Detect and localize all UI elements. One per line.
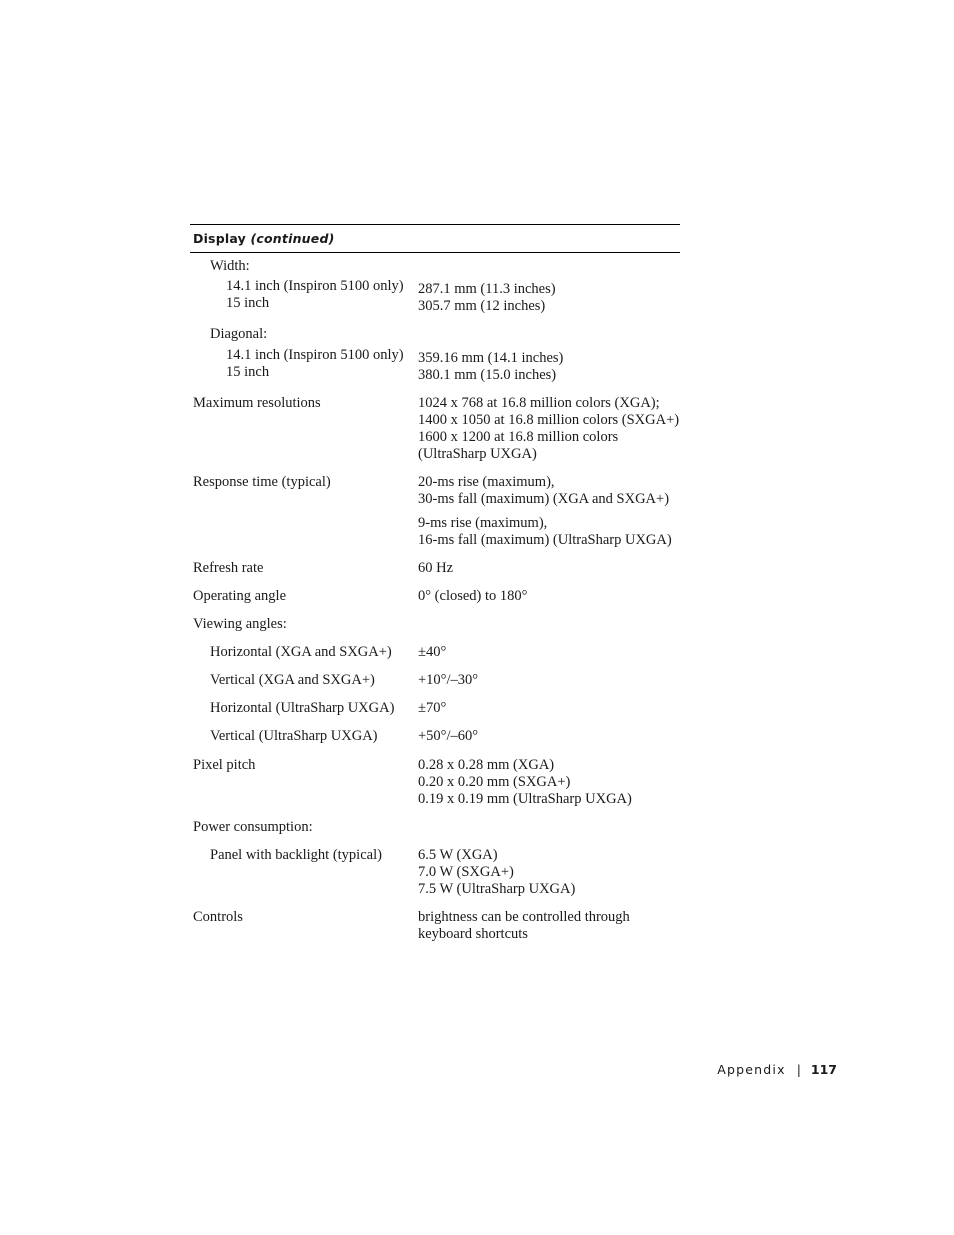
row-value: +50°/–60° <box>418 728 479 744</box>
table-header <box>190 225 680 252</box>
row-label: Width: <box>210 258 250 274</box>
row-label: Horizontal (UltraSharp UXGA) <box>210 700 395 716</box>
page-number: 117 <box>810 1062 837 1077</box>
row-value: 7.5 W (UltraSharp UXGA) <box>418 881 576 897</box>
row-value: 16-ms fall (maximum) (UltraSharp UXGA) <box>418 532 672 548</box>
row-label: 14.1 inch (Inspiron 5100 only) <box>226 347 404 363</box>
row-label: Refresh rate <box>193 560 264 576</box>
row-label: Viewing angles: <box>193 616 287 632</box>
table-title: Display <box>193 231 246 246</box>
row-label: Diagonal: <box>210 326 268 342</box>
row-label: Maximum resolutions <box>193 395 321 411</box>
footer-section-label: Appendix <box>717 1062 786 1077</box>
row-value: 0.20 x 0.20 mm (SXGA+) <box>418 774 571 790</box>
spec-table <box>190 224 680 253</box>
row-value: 0° (closed) to 180° <box>418 588 528 604</box>
row-label: Vertical (XGA and SXGA+) <box>210 672 375 688</box>
row-value: 7.0 W (SXGA+) <box>418 864 514 880</box>
row-value: (UltraSharp UXGA) <box>418 446 537 462</box>
table-header-rule <box>190 252 680 253</box>
row-label: Vertical (UltraSharp UXGA) <box>210 728 378 744</box>
row-value: 287.1 mm (11.3 inches) <box>418 281 556 297</box>
row-label: 15 inch <box>226 364 270 380</box>
row-label: Operating angle <box>193 588 287 604</box>
row-value: ±70° <box>418 700 447 716</box>
row-value: 0.28 x 0.28 mm (XGA) <box>418 757 555 773</box>
row-label: Response time (typical) <box>193 474 331 490</box>
table-title-suffix: (continued) <box>250 231 335 246</box>
row-value: 305.7 mm (12 inches) <box>418 298 546 314</box>
row-value: brightness can be controlled through <box>418 909 630 925</box>
row-value: 9-ms rise (maximum), <box>418 515 548 531</box>
row-value: 30-ms fall (maximum) (XGA and SXGA+) <box>418 491 670 507</box>
row-label: Pixel pitch <box>193 757 256 773</box>
row-label: 14.1 inch (Inspiron 5100 only) <box>226 278 404 294</box>
row-value: 359.16 mm (14.1 inches) <box>418 350 564 366</box>
page-footer <box>717 1061 837 1079</box>
row-value: +10°/–30° <box>418 672 479 688</box>
row-value: 1600 x 1200 at 16.8 million colors <box>418 429 619 445</box>
row-label: Panel with backlight (typical) <box>210 847 382 863</box>
row-value: 60 Hz <box>418 560 454 576</box>
row-value: 1024 x 768 at 16.8 million colors (XGA); <box>418 395 660 411</box>
row-value: 0.19 x 0.19 mm (UltraSharp UXGA) <box>418 791 632 807</box>
row-value: ±40° <box>418 644 447 660</box>
row-label: Controls <box>193 909 243 925</box>
row-value: 6.5 W (XGA) <box>418 847 498 863</box>
row-label: Power consumption: <box>193 819 313 835</box>
row-label: Horizontal (XGA and SXGA+) <box>210 644 392 660</box>
row-value: keyboard shortcuts <box>418 926 528 942</box>
row-label: 15 inch <box>226 295 270 311</box>
footer-separator: | <box>796 1062 801 1077</box>
row-value: 380.1 mm (15.0 inches) <box>418 367 557 383</box>
row-value: 20-ms rise (maximum), <box>418 474 555 490</box>
row-value: 1400 x 1050 at 16.8 million colors (SXGA+) <box>418 412 680 428</box>
